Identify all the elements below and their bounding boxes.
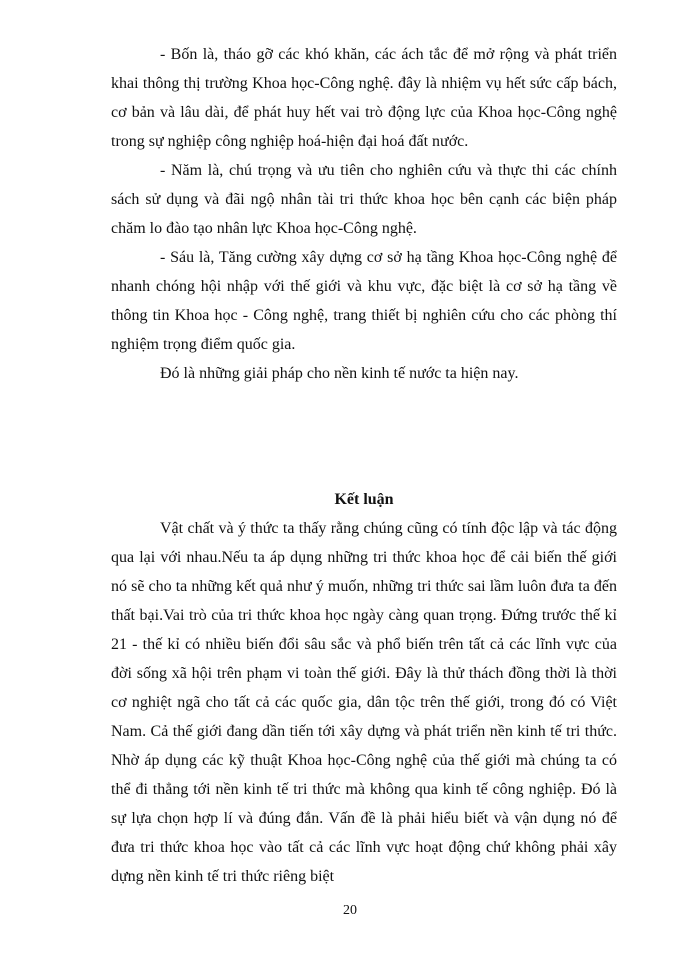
solutions-section — [111, 40, 617, 388]
conclusion-section — [111, 514, 617, 891]
paragraph-summary: Đó là những giải pháp cho nền kinh tế nước ta hiện nay. — [160, 365, 519, 382]
paragraph-nam-la: - Năm là, chú trọng và ưu tiên cho nghiên cứu và thực thi các chính sách sử dụng và đãi ngộ nhân tài tri thức khoa học bên cạnh các biện pháp chăm lo đào tạo nhân lực Khoa học-Công nghệ. — [111, 162, 617, 237]
page-number: 20 — [343, 903, 357, 918]
conclusion-paragraph: Vật chất và ý thức ta thấy rằng chúng cũng có tính độc lập và tác động qua lại với nhau.Nếu ta áp dụng những tri thức khoa học để cải biến thế giới nó sẽ cho ta những kết quả như ý muốn, những tri thức sai lầm luôn đưa ta đến thất bại.Vai trò của tri thức khoa học ngày càng quan trọng. Đứng trước thế kỉ 21 - thế kỉ có nhiều biến đổi sâu sắc và phổ biến trên tất cả các lĩnh vực của đời sống xã hội trên phạm vi toàn thế giới. Đây là thử thách đồng thời là thời cơ nghiệt ngã cho tất cả các quốc gia, dân tộc trên thế giới, trong đó có Việt Nam. Cả thế giới đang dần tiến tới xây dựng và phát triển nền kinh tế tri thức. Nhờ áp dụng các kỹ thuật Khoa học-Công nghệ của thế giới mà chúng ta có thể đi thẳng tới nền kinh tế tri thức mà không qua kinh tế công nghiệp. Đó là sự lựa chọn hợp lí và đúng đắn. Vấn đề là phải hiểu biết và vận dụng nó để đưa tri thức khoa học vào tất cả các lĩnh vực hoạt động chứ không phải xây dựng nền kinh tế tri thức riêng biệt — [111, 520, 617, 885]
conclusion-heading: Kết luận — [334, 491, 394, 508]
paragraph-bon-la: - Bốn là, tháo gỡ các khó khăn, các ách tắc để mở rộng và phát triển khai thông thị trường Khoa học-Công nghệ. đây là nhiệm vụ hết sức cấp bách, cơ bản và lâu dài, để phát huy hết vai trò động lực của Khoa học-Công nghệ trong sự nghiệp công nghiệp hoá-hiện đại hoá đất nước. — [111, 46, 617, 150]
paragraph-sau-la: - Sáu là, Tăng cường xây dựng cơ sở hạ tầng Khoa học-Công nghệ để nhanh chóng hội nhập với thế giới và khu vực, đặc biệt là cơ sở hạ tầng về thông tin Khoa học - Công nghệ, trang thiết bị nghiên cứu cho các phòng thí nghiệm trọng điểm quốc gia. — [111, 249, 617, 353]
